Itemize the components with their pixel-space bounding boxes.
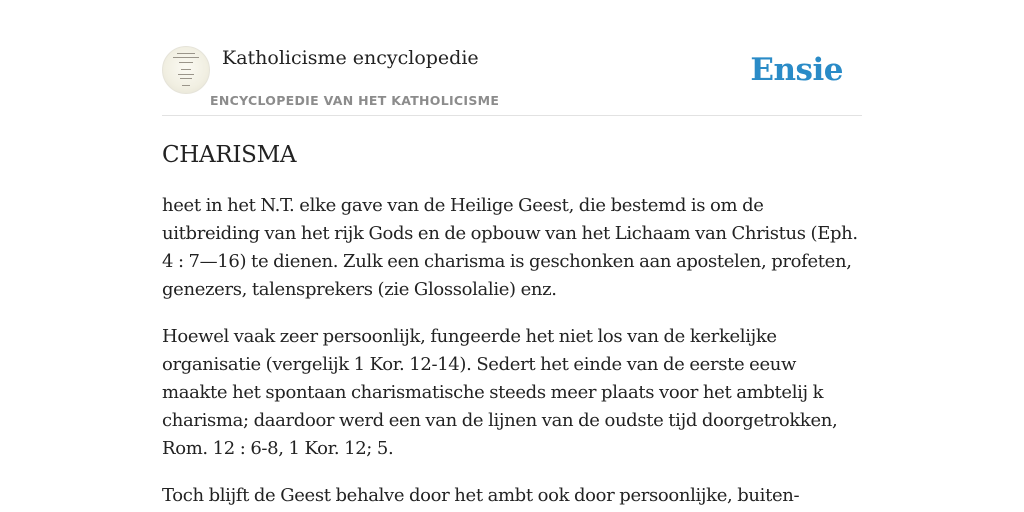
article-paragraph: Toch blijft de Geest behalve door het ambt ook door persoonlijke, buiten- [162,485,800,506]
site-header [162,0,862,116]
article-paragraph: heet in het N.T. elke gave van de Heilige Geest, die bestemd is om de uitbreiding van het rijk Gods en de opbouw van het Lichaam van Christus (Eph. 4 : 7—16) te dienen. Zulk een charisma is geschonken aan apostelen, profeten, genezers, talensprekers (zie Glossolalie) enz. [162,195,858,300]
article-paragraph: Hoewel vaak zeer persoonlijk, fungeerde het niet los van de kerkelijke organisatie (vergelijk 1 Kor. 12-14). Sedert het einde van de eerste eeuw maakte het spontaan charismatische steeds meer plaats voor het ambtelij k charisma; daardoor werd een van de lijnen van de oudste tijd doorgetrokken, Rom. 12 : 6-8, 1 Kor. 12; 5. [162,326,838,459]
article [162,138,862,510]
book-cover-icon[interactable] [162,46,210,94]
site-subtitle: ENCYCLOPEDIE VAN HET KATHOLICISME [210,93,500,108]
site-title[interactable]: Katholicisme encyclopedie [222,47,479,69]
brand-logo[interactable]: Ensie [750,52,843,88]
entry-title: CHARISMA [162,142,297,168]
